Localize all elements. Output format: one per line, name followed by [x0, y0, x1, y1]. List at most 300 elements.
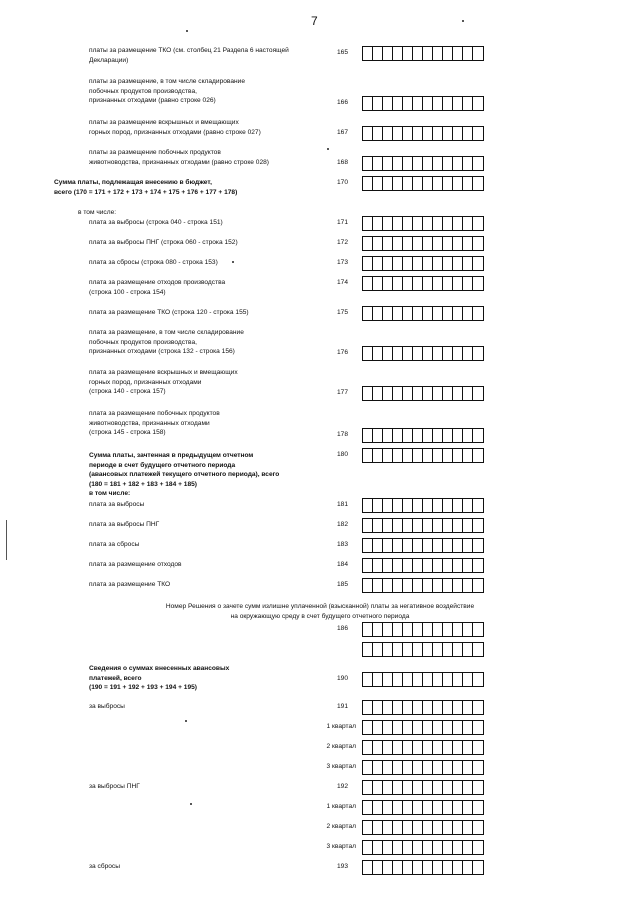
digit-cell[interactable]	[373, 781, 383, 794]
digit-cell[interactable]	[453, 559, 463, 572]
digit-cell[interactable]	[393, 47, 403, 60]
amount-input-cells[interactable]	[362, 156, 484, 171]
digit-cell[interactable]	[373, 623, 383, 636]
digit-cell[interactable]	[403, 217, 413, 230]
amount-input-cells[interactable]	[362, 176, 484, 191]
digit-cell[interactable]	[393, 841, 403, 854]
digit-cell[interactable]	[433, 673, 443, 686]
digit-cell[interactable]	[463, 47, 473, 60]
digit-cell[interactable]	[403, 539, 413, 552]
amount-input-cells[interactable]	[362, 840, 484, 855]
digit-cell[interactable]	[393, 519, 403, 532]
digit-cell[interactable]	[383, 347, 393, 360]
digit-cell[interactable]	[473, 127, 483, 140]
digit-cell[interactable]	[423, 499, 433, 512]
digit-cell[interactable]	[433, 643, 443, 656]
amount-input-cells[interactable]	[362, 236, 484, 251]
digit-cell[interactable]	[433, 449, 443, 462]
digit-cell[interactable]	[373, 761, 383, 774]
digit-cell[interactable]	[413, 781, 423, 794]
digit-cell[interactable]	[363, 579, 373, 592]
digit-cell[interactable]	[393, 257, 403, 270]
digit-cell[interactable]	[403, 821, 413, 834]
digit-cell[interactable]	[433, 801, 443, 814]
digit-cell[interactable]	[463, 127, 473, 140]
digit-cell[interactable]	[473, 673, 483, 686]
digit-cell[interactable]	[373, 177, 383, 190]
digit-cell[interactable]	[463, 741, 473, 754]
digit-cell[interactable]	[383, 47, 393, 60]
digit-cell[interactable]	[453, 157, 463, 170]
digit-cell[interactable]	[383, 761, 393, 774]
digit-cell[interactable]	[453, 499, 463, 512]
digit-cell[interactable]	[373, 429, 383, 442]
digit-cell[interactable]	[453, 643, 463, 656]
digit-cell[interactable]	[473, 217, 483, 230]
digit-cell[interactable]	[463, 277, 473, 290]
digit-cell[interactable]	[373, 539, 383, 552]
digit-cell[interactable]	[443, 429, 453, 442]
digit-cell[interactable]	[453, 387, 463, 400]
digit-cell[interactable]	[423, 47, 433, 60]
amount-input-cells[interactable]	[362, 740, 484, 755]
digit-cell[interactable]	[463, 673, 473, 686]
digit-cell[interactable]	[413, 217, 423, 230]
digit-cell[interactable]	[393, 741, 403, 754]
digit-cell[interactable]	[443, 237, 453, 250]
digit-cell[interactable]	[423, 721, 433, 734]
digit-cell[interactable]	[443, 701, 453, 714]
amount-input-cells[interactable]	[362, 216, 484, 231]
digit-cell[interactable]	[383, 741, 393, 754]
digit-cell[interactable]	[383, 841, 393, 854]
digit-cell[interactable]	[423, 841, 433, 854]
digit-cell[interactable]	[473, 841, 483, 854]
digit-cell[interactable]	[413, 127, 423, 140]
digit-cell[interactable]	[443, 307, 453, 320]
digit-cell[interactable]	[383, 623, 393, 636]
digit-cell[interactable]	[443, 177, 453, 190]
digit-cell[interactable]	[423, 127, 433, 140]
digit-cell[interactable]	[373, 721, 383, 734]
digit-cell[interactable]	[403, 861, 413, 874]
digit-cell[interactable]	[443, 347, 453, 360]
digit-cell[interactable]	[403, 841, 413, 854]
digit-cell[interactable]	[413, 841, 423, 854]
digit-cell[interactable]	[423, 761, 433, 774]
digit-cell[interactable]	[403, 347, 413, 360]
amount-input-cells[interactable]	[362, 622, 484, 637]
digit-cell[interactable]	[473, 559, 483, 572]
digit-cell[interactable]	[393, 97, 403, 110]
digit-cell[interactable]	[403, 47, 413, 60]
digit-cell[interactable]	[373, 499, 383, 512]
digit-cell[interactable]	[373, 741, 383, 754]
digit-cell[interactable]	[393, 387, 403, 400]
digit-cell[interactable]	[373, 643, 383, 656]
digit-cell[interactable]	[473, 47, 483, 60]
digit-cell[interactable]	[433, 257, 443, 270]
digit-cell[interactable]	[383, 643, 393, 656]
digit-cell[interactable]	[473, 821, 483, 834]
digit-cell[interactable]	[413, 157, 423, 170]
digit-cell[interactable]	[383, 781, 393, 794]
digit-cell[interactable]	[473, 861, 483, 874]
digit-cell[interactable]	[393, 429, 403, 442]
digit-cell[interactable]	[443, 519, 453, 532]
digit-cell[interactable]	[443, 741, 453, 754]
amount-input-cells[interactable]	[362, 700, 484, 715]
digit-cell[interactable]	[463, 347, 473, 360]
digit-cell[interactable]	[463, 821, 473, 834]
digit-cell[interactable]	[413, 277, 423, 290]
digit-cell[interactable]	[393, 237, 403, 250]
digit-cell[interactable]	[363, 449, 373, 462]
digit-cell[interactable]	[453, 721, 463, 734]
digit-cell[interactable]	[453, 821, 463, 834]
digit-cell[interactable]	[393, 781, 403, 794]
digit-cell[interactable]	[413, 307, 423, 320]
digit-cell[interactable]	[383, 701, 393, 714]
digit-cell[interactable]	[473, 539, 483, 552]
digit-cell[interactable]	[373, 519, 383, 532]
digit-cell[interactable]	[383, 277, 393, 290]
digit-cell[interactable]	[423, 449, 433, 462]
digit-cell[interactable]	[463, 781, 473, 794]
digit-cell[interactable]	[383, 801, 393, 814]
digit-cell[interactable]	[393, 673, 403, 686]
digit-cell[interactable]	[453, 97, 463, 110]
digit-cell[interactable]	[413, 643, 423, 656]
digit-cell[interactable]	[413, 539, 423, 552]
amount-input-cells[interactable]	[362, 386, 484, 401]
digit-cell[interactable]	[363, 673, 373, 686]
digit-cell[interactable]	[403, 177, 413, 190]
digit-cell[interactable]	[473, 449, 483, 462]
digit-cell[interactable]	[443, 559, 453, 572]
digit-cell[interactable]	[403, 741, 413, 754]
digit-cell[interactable]	[423, 429, 433, 442]
amount-input-cells[interactable]	[362, 346, 484, 361]
digit-cell[interactable]	[423, 741, 433, 754]
digit-cell[interactable]	[433, 781, 443, 794]
digit-cell[interactable]	[403, 801, 413, 814]
digit-cell[interactable]	[393, 177, 403, 190]
digit-cell[interactable]	[453, 539, 463, 552]
amount-input-cells[interactable]	[362, 720, 484, 735]
digit-cell[interactable]	[363, 519, 373, 532]
digit-cell[interactable]	[363, 97, 373, 110]
digit-cell[interactable]	[363, 47, 373, 60]
digit-cell[interactable]	[413, 579, 423, 592]
digit-cell[interactable]	[463, 237, 473, 250]
digit-cell[interactable]	[473, 579, 483, 592]
digit-cell[interactable]	[363, 559, 373, 572]
digit-cell[interactable]	[383, 673, 393, 686]
digit-cell[interactable]	[453, 127, 463, 140]
digit-cell[interactable]	[473, 761, 483, 774]
digit-cell[interactable]	[393, 701, 403, 714]
digit-cell[interactable]	[473, 157, 483, 170]
digit-cell[interactable]	[433, 127, 443, 140]
digit-cell[interactable]	[393, 449, 403, 462]
digit-cell[interactable]	[433, 821, 443, 834]
digit-cell[interactable]	[403, 237, 413, 250]
digit-cell[interactable]	[393, 579, 403, 592]
digit-cell[interactable]	[383, 821, 393, 834]
digit-cell[interactable]	[383, 539, 393, 552]
digit-cell[interactable]	[373, 861, 383, 874]
digit-cell[interactable]	[473, 519, 483, 532]
digit-cell[interactable]	[373, 801, 383, 814]
digit-cell[interactable]	[433, 387, 443, 400]
digit-cell[interactable]	[473, 177, 483, 190]
digit-cell[interactable]	[443, 127, 453, 140]
amount-input-cells[interactable]	[362, 760, 484, 775]
digit-cell[interactable]	[413, 347, 423, 360]
digit-cell[interactable]	[403, 559, 413, 572]
digit-cell[interactable]	[363, 387, 373, 400]
digit-cell[interactable]	[393, 307, 403, 320]
amount-input-cells[interactable]	[362, 642, 484, 657]
digit-cell[interactable]	[363, 307, 373, 320]
digit-cell[interactable]	[463, 429, 473, 442]
digit-cell[interactable]	[363, 861, 373, 874]
digit-cell[interactable]	[413, 519, 423, 532]
digit-cell[interactable]	[423, 257, 433, 270]
digit-cell[interactable]	[403, 673, 413, 686]
digit-cell[interactable]	[443, 643, 453, 656]
digit-cell[interactable]	[393, 157, 403, 170]
digit-cell[interactable]	[433, 623, 443, 636]
digit-cell[interactable]	[443, 97, 453, 110]
digit-cell[interactable]	[443, 47, 453, 60]
digit-cell[interactable]	[473, 387, 483, 400]
digit-cell[interactable]	[413, 499, 423, 512]
digit-cell[interactable]	[393, 127, 403, 140]
digit-cell[interactable]	[473, 97, 483, 110]
digit-cell[interactable]	[423, 277, 433, 290]
digit-cell[interactable]	[413, 721, 423, 734]
digit-cell[interactable]	[433, 277, 443, 290]
digit-cell[interactable]	[413, 387, 423, 400]
digit-cell[interactable]	[453, 47, 463, 60]
digit-cell[interactable]	[363, 821, 373, 834]
digit-cell[interactable]	[453, 449, 463, 462]
digit-cell[interactable]	[453, 217, 463, 230]
digit-cell[interactable]	[473, 257, 483, 270]
amount-input-cells[interactable]	[362, 558, 484, 573]
digit-cell[interactable]	[453, 579, 463, 592]
amount-input-cells[interactable]	[362, 860, 484, 875]
digit-cell[interactable]	[403, 307, 413, 320]
digit-cell[interactable]	[473, 721, 483, 734]
digit-cell[interactable]	[383, 449, 393, 462]
digit-cell[interactable]	[463, 449, 473, 462]
digit-cell[interactable]	[433, 721, 443, 734]
digit-cell[interactable]	[403, 429, 413, 442]
digit-cell[interactable]	[413, 741, 423, 754]
digit-cell[interactable]	[403, 97, 413, 110]
digit-cell[interactable]	[433, 177, 443, 190]
digit-cell[interactable]	[403, 127, 413, 140]
digit-cell[interactable]	[443, 801, 453, 814]
digit-cell[interactable]	[453, 673, 463, 686]
digit-cell[interactable]	[423, 821, 433, 834]
digit-cell[interactable]	[363, 643, 373, 656]
digit-cell[interactable]	[423, 97, 433, 110]
digit-cell[interactable]	[363, 277, 373, 290]
digit-cell[interactable]	[373, 701, 383, 714]
digit-cell[interactable]	[393, 539, 403, 552]
digit-cell[interactable]	[403, 277, 413, 290]
digit-cell[interactable]	[373, 157, 383, 170]
digit-cell[interactable]	[443, 721, 453, 734]
digit-cell[interactable]	[403, 257, 413, 270]
digit-cell[interactable]	[433, 579, 443, 592]
digit-cell[interactable]	[403, 449, 413, 462]
digit-cell[interactable]	[423, 157, 433, 170]
digit-cell[interactable]	[383, 257, 393, 270]
digit-cell[interactable]	[403, 721, 413, 734]
digit-cell[interactable]	[413, 97, 423, 110]
digit-cell[interactable]	[413, 761, 423, 774]
amount-input-cells[interactable]	[362, 126, 484, 141]
digit-cell[interactable]	[453, 277, 463, 290]
digit-cell[interactable]	[443, 861, 453, 874]
digit-cell[interactable]	[413, 449, 423, 462]
digit-cell[interactable]	[403, 157, 413, 170]
digit-cell[interactable]	[463, 721, 473, 734]
digit-cell[interactable]	[383, 387, 393, 400]
digit-cell[interactable]	[373, 237, 383, 250]
digit-cell[interactable]	[433, 157, 443, 170]
digit-cell[interactable]	[393, 277, 403, 290]
digit-cell[interactable]	[423, 307, 433, 320]
digit-cell[interactable]	[443, 157, 453, 170]
amount-input-cells[interactable]	[362, 306, 484, 321]
amount-input-cells[interactable]	[362, 96, 484, 111]
digit-cell[interactable]	[423, 861, 433, 874]
digit-cell[interactable]	[393, 821, 403, 834]
digit-cell[interactable]	[443, 449, 453, 462]
digit-cell[interactable]	[433, 701, 443, 714]
digit-cell[interactable]	[363, 741, 373, 754]
digit-cell[interactable]	[373, 841, 383, 854]
digit-cell[interactable]	[473, 429, 483, 442]
digit-cell[interactable]	[363, 257, 373, 270]
digit-cell[interactable]	[363, 801, 373, 814]
digit-cell[interactable]	[393, 861, 403, 874]
digit-cell[interactable]	[413, 821, 423, 834]
digit-cell[interactable]	[403, 643, 413, 656]
digit-cell[interactable]	[473, 347, 483, 360]
digit-cell[interactable]	[423, 177, 433, 190]
digit-cell[interactable]	[383, 861, 393, 874]
digit-cell[interactable]	[473, 801, 483, 814]
amount-input-cells[interactable]	[362, 672, 484, 687]
digit-cell[interactable]	[383, 157, 393, 170]
digit-cell[interactable]	[413, 429, 423, 442]
digit-cell[interactable]	[433, 237, 443, 250]
digit-cell[interactable]	[463, 177, 473, 190]
amount-input-cells[interactable]	[362, 498, 484, 513]
digit-cell[interactable]	[463, 861, 473, 874]
digit-cell[interactable]	[373, 673, 383, 686]
digit-cell[interactable]	[363, 623, 373, 636]
digit-cell[interactable]	[473, 277, 483, 290]
amount-input-cells[interactable]	[362, 820, 484, 835]
digit-cell[interactable]	[373, 277, 383, 290]
digit-cell[interactable]	[463, 841, 473, 854]
digit-cell[interactable]	[393, 801, 403, 814]
digit-cell[interactable]	[373, 347, 383, 360]
digit-cell[interactable]	[473, 701, 483, 714]
digit-cell[interactable]	[443, 387, 453, 400]
digit-cell[interactable]	[463, 307, 473, 320]
digit-cell[interactable]	[453, 781, 463, 794]
digit-cell[interactable]	[363, 217, 373, 230]
digit-cell[interactable]	[463, 157, 473, 170]
digit-cell[interactable]	[463, 643, 473, 656]
digit-cell[interactable]	[443, 277, 453, 290]
digit-cell[interactable]	[403, 781, 413, 794]
digit-cell[interactable]	[373, 579, 383, 592]
digit-cell[interactable]	[473, 307, 483, 320]
digit-cell[interactable]	[423, 701, 433, 714]
digit-cell[interactable]	[463, 539, 473, 552]
digit-cell[interactable]	[363, 701, 373, 714]
digit-cell[interactable]	[443, 539, 453, 552]
digit-cell[interactable]	[423, 217, 433, 230]
digit-cell[interactable]	[453, 761, 463, 774]
digit-cell[interactable]	[423, 559, 433, 572]
amount-input-cells[interactable]	[362, 256, 484, 271]
digit-cell[interactable]	[373, 97, 383, 110]
digit-cell[interactable]	[443, 761, 453, 774]
digit-cell[interactable]	[423, 781, 433, 794]
digit-cell[interactable]	[463, 387, 473, 400]
digit-cell[interactable]	[453, 257, 463, 270]
digit-cell[interactable]	[373, 559, 383, 572]
digit-cell[interactable]	[453, 801, 463, 814]
digit-cell[interactable]	[403, 623, 413, 636]
digit-cell[interactable]	[433, 861, 443, 874]
digit-cell[interactable]	[453, 429, 463, 442]
digit-cell[interactable]	[463, 257, 473, 270]
digit-cell[interactable]	[463, 801, 473, 814]
digit-cell[interactable]	[363, 177, 373, 190]
digit-cell[interactable]	[453, 307, 463, 320]
digit-cell[interactable]	[473, 623, 483, 636]
digit-cell[interactable]	[393, 499, 403, 512]
digit-cell[interactable]	[363, 127, 373, 140]
digit-cell[interactable]	[363, 841, 373, 854]
digit-cell[interactable]	[403, 761, 413, 774]
digit-cell[interactable]	[443, 841, 453, 854]
digit-cell[interactable]	[383, 499, 393, 512]
digit-cell[interactable]	[473, 741, 483, 754]
digit-cell[interactable]	[463, 97, 473, 110]
digit-cell[interactable]	[413, 177, 423, 190]
digit-cell[interactable]	[413, 673, 423, 686]
amount-input-cells[interactable]	[362, 578, 484, 593]
amount-input-cells[interactable]	[362, 538, 484, 553]
digit-cell[interactable]	[443, 821, 453, 834]
digit-cell[interactable]	[373, 449, 383, 462]
digit-cell[interactable]	[363, 429, 373, 442]
digit-cell[interactable]	[433, 217, 443, 230]
